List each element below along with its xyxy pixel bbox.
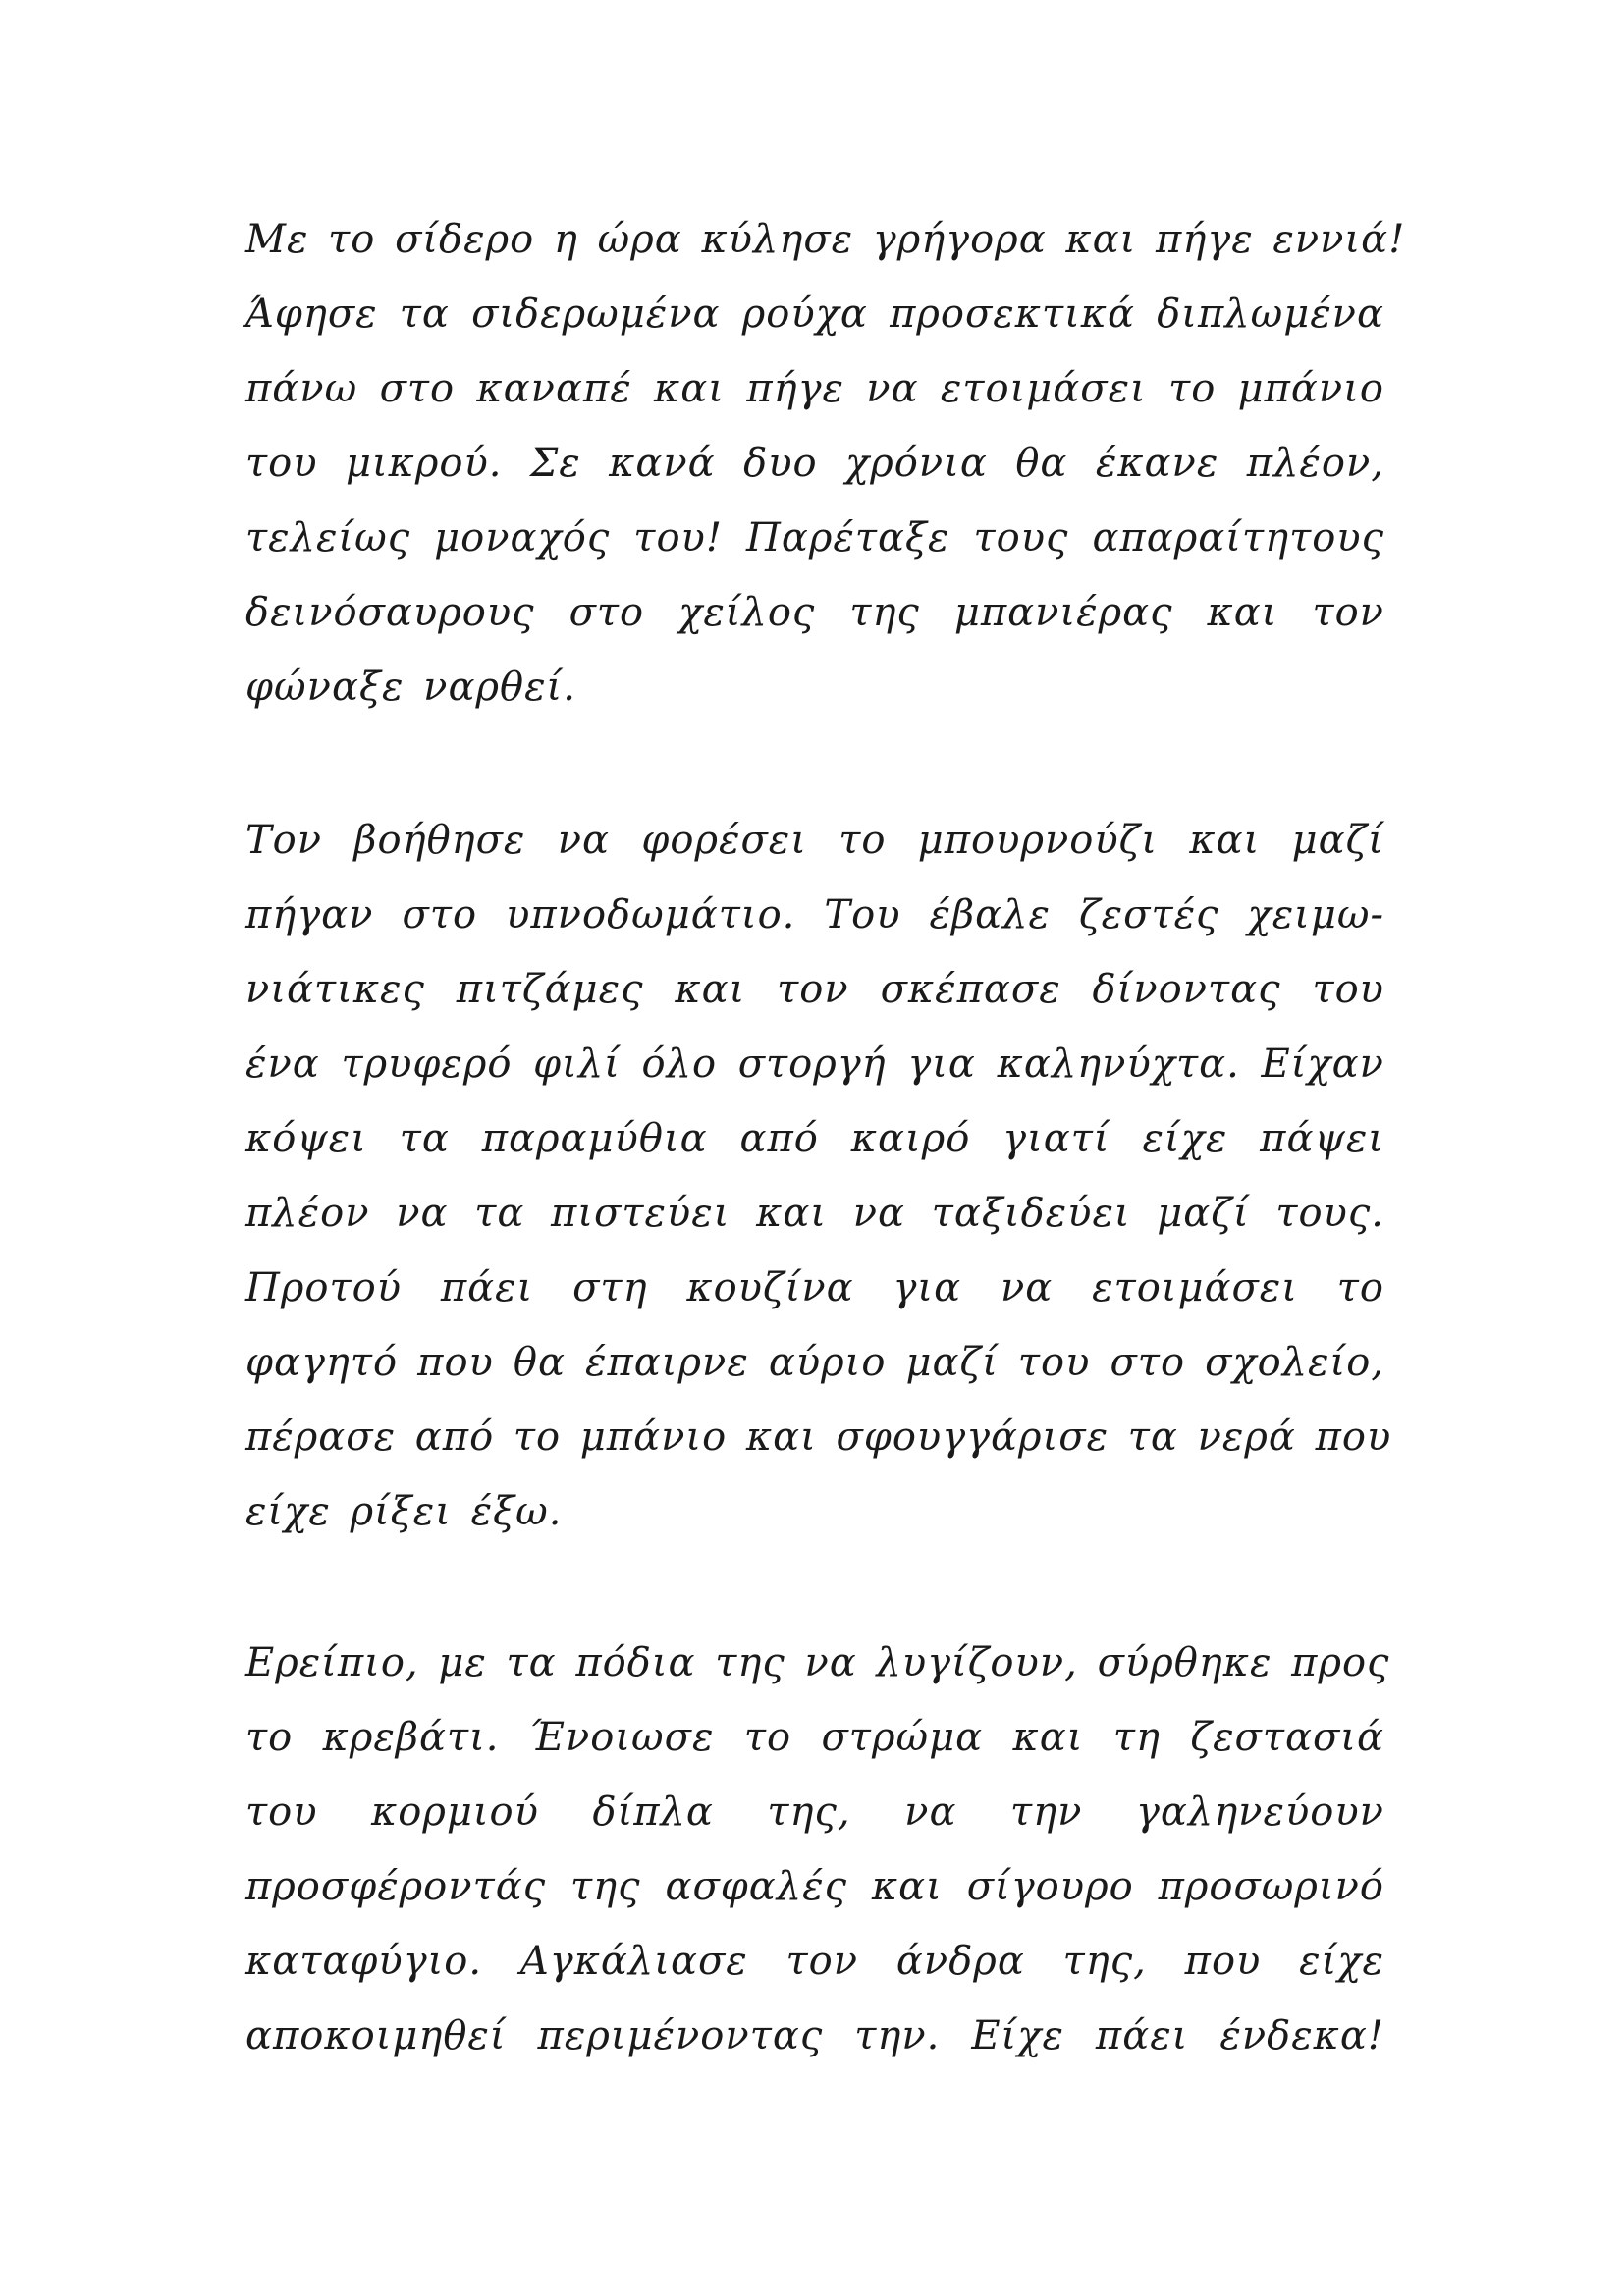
text-line: Τον βοήθησε να φορέσει το μπουρνούζι και μαζί (245, 818, 1384, 863)
text-line: πλέον να τα πιστεύει και να ταξιδεύει μαζί τους. (245, 1191, 1384, 1236)
text-line: πέρασε από το μπάνιο και σφουγγάρισε τα νερά που (245, 1415, 1392, 1460)
text-line: Ερείπιο, με τα πόδια της να λυγίζουν, σύρθηκε προς (245, 1640, 1390, 1685)
text-line: νιάτικες πιτζάμες και τον σκέπασε δίνοντας του (245, 967, 1384, 1012)
paragraph-1 (245, 202, 1406, 724)
text-line: αποκοιμηθεί περιμένοντας την. Είχε πάει ένδεκα! (245, 2013, 1384, 2058)
text-line: του κορμιού δίπλα της, να την γαληνεύουν (245, 1789, 1384, 1835)
text-line: φαγητό που θα έπαιρνε αύριο μαζί του στο σχολείο, (245, 1340, 1384, 1385)
text-line: Με το σίδερο η ώρα κύλησε γρήγορα και πήγε εννιά! (245, 217, 1406, 262)
paragraph-2 (245, 803, 1392, 1549)
text-line: καταφύγιο. Αγκάλιασε τον άνδρα της, που είχε (245, 1939, 1384, 1984)
text-line: φώναξε ναρθεί. (245, 665, 576, 710)
text-line: Άφησε τα σιδερωμένα ρούχα προσεκτικά διπλωμένα (245, 292, 1384, 337)
text-line: πήγαν στο υπνοδωμάτιο. Του έβαλε ζεστές χειμω- (245, 892, 1384, 937)
text-line: κόψει τα παραμύθια από καιρό γιατί είχε πάψει (245, 1116, 1384, 1161)
text-line: προσφέροντάς της ασφαλές και σίγουρο προσωρινό (245, 1864, 1384, 1909)
text-line: ένα τρυφερό φιλί όλο στοργή για καληνύχτα. Είχαν (245, 1041, 1384, 1087)
text-line: του μικρού. Σε κανά δυο χρόνια θα έκανε πλέον, (245, 441, 1384, 486)
text-line: Προτού πάει στη κουζίνα για να ετοιμάσει το (245, 1265, 1384, 1310)
text-line: δεινόσαυρους στο χείλος της μπανιέρας και τον (245, 590, 1384, 635)
paragraph-3 (245, 1626, 1390, 2073)
text-line: τελείως μοναχός του! Παρέταξε τους απαραίτητους (245, 515, 1384, 561)
text-line: είχε ρίξει έξω. (245, 1489, 563, 1534)
text-line: το κρεβάτι. Ένοιωσε το στρώμα και τη ζεστασιά (245, 1715, 1384, 1760)
text-line: πάνω στο καναπέ και πήγε να ετοιμάσει το μπάνιο (245, 366, 1384, 411)
